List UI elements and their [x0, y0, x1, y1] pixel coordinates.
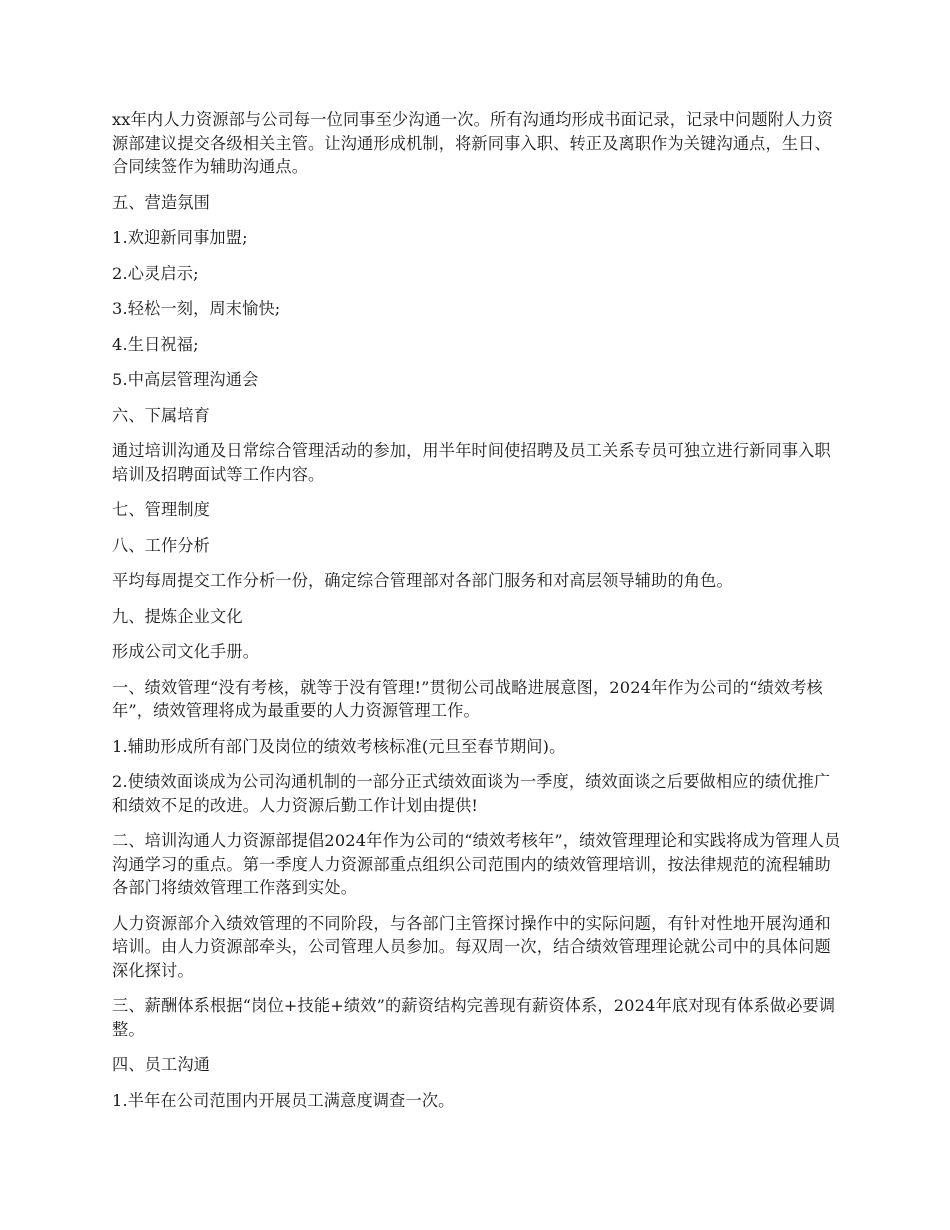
list-item: 1.欢迎新同事加盟;: [112, 228, 248, 247]
document-page: [112, 108, 842, 1124]
paragraph-work-analysis: 平均每周提交工作分析一份，确定综合管理部对各部门服务和对高层领导辅助的角色。: [112, 571, 733, 590]
list-item: 1.半年在公司范围内开展员工满意度调查一次。: [112, 1090, 455, 1110]
list-item: 2.心灵启示;: [112, 263, 199, 283]
list-item: 3.轻松一刻，周末愉快;: [112, 299, 281, 318]
heading-subordinate-training: 六、下属培育: [112, 405, 211, 425]
paragraph-culture-handbook: 形成公司文化手册。: [112, 642, 260, 661]
paragraph-training: 通过培训沟通及日常综合管理活动的参加，用半年时间使招聘及员工关系专员可独立进行新同事入职培训及招聘面试等工作内容。: [112, 441, 831, 484]
heading-corporate-culture: 九、提炼企业文化: [112, 606, 243, 626]
heading-employee-communication: 四、员工沟通: [112, 1055, 211, 1074]
paragraph-hr-involvement: 人力资源部介入绩效管理的不同阶段，与各部门主管探讨操作中的实际问题，有针对性地开展沟通和培训。由人力资源部牵头，公司管理人员参加。每双周一次，结合绩效管理理论就公司中的具体问题深化探讨。: [112, 913, 831, 980]
heading-atmosphere: 五、营造氛围: [112, 192, 211, 212]
paragraph-salary-system: 三、薪酬体系根据“岗位+技能+绩效”的薪资结构完善现有薪资体系，2024年底对现有体系做必要调整。: [112, 996, 836, 1039]
list-item: 2.使绩效面谈成为公司沟通机制的一部分正式绩效面谈为一季度，绩效面谈之后要做相应的绩优推广和绩效不足的改进。人力资源后勤工作计划由提供!: [112, 772, 831, 815]
paragraph-training-communication: 二、培训沟通人力资源部提倡2024年作为公司的“绩效考核年”，绩效管理理论和实践将成为管理人员沟通学习的重点。第一季度人力资源部重点组织公司范围内的绩效管理培训，按法律规范的流程辅助各部门将绩效管理工作落到实处。: [112, 831, 841, 897]
heading-work-analysis: 八、工作分析: [112, 535, 211, 555]
list-item: 4.生日祝福;: [112, 334, 199, 354]
paragraph-communication-record: xx年内人力资源部与公司每一位同事至少沟通一次。所有沟通均形成书面记录，记录中问题附人力资源部建议提交各级相关主管。让沟通形成机制，将新同事入职、转正及离职作为关键沟通点，生日、合同续签作为辅助沟通点。: [112, 110, 834, 176]
list-item: 1.辅助形成所有部门及岗位的绩效考核标准(元旦至春节期间)。: [112, 736, 566, 756]
paragraph-performance-management: 一、绩效管理“没有考核，就等于没有管理!”贯彻公司战略进展意图，2024年作为公司的“绩效考核年”，绩效管理将成为最重要的人力资源管理工作。: [112, 677, 823, 720]
heading-management-system: 七、管理制度: [112, 500, 211, 519]
list-item: 5.中高层管理沟通会: [112, 370, 259, 389]
